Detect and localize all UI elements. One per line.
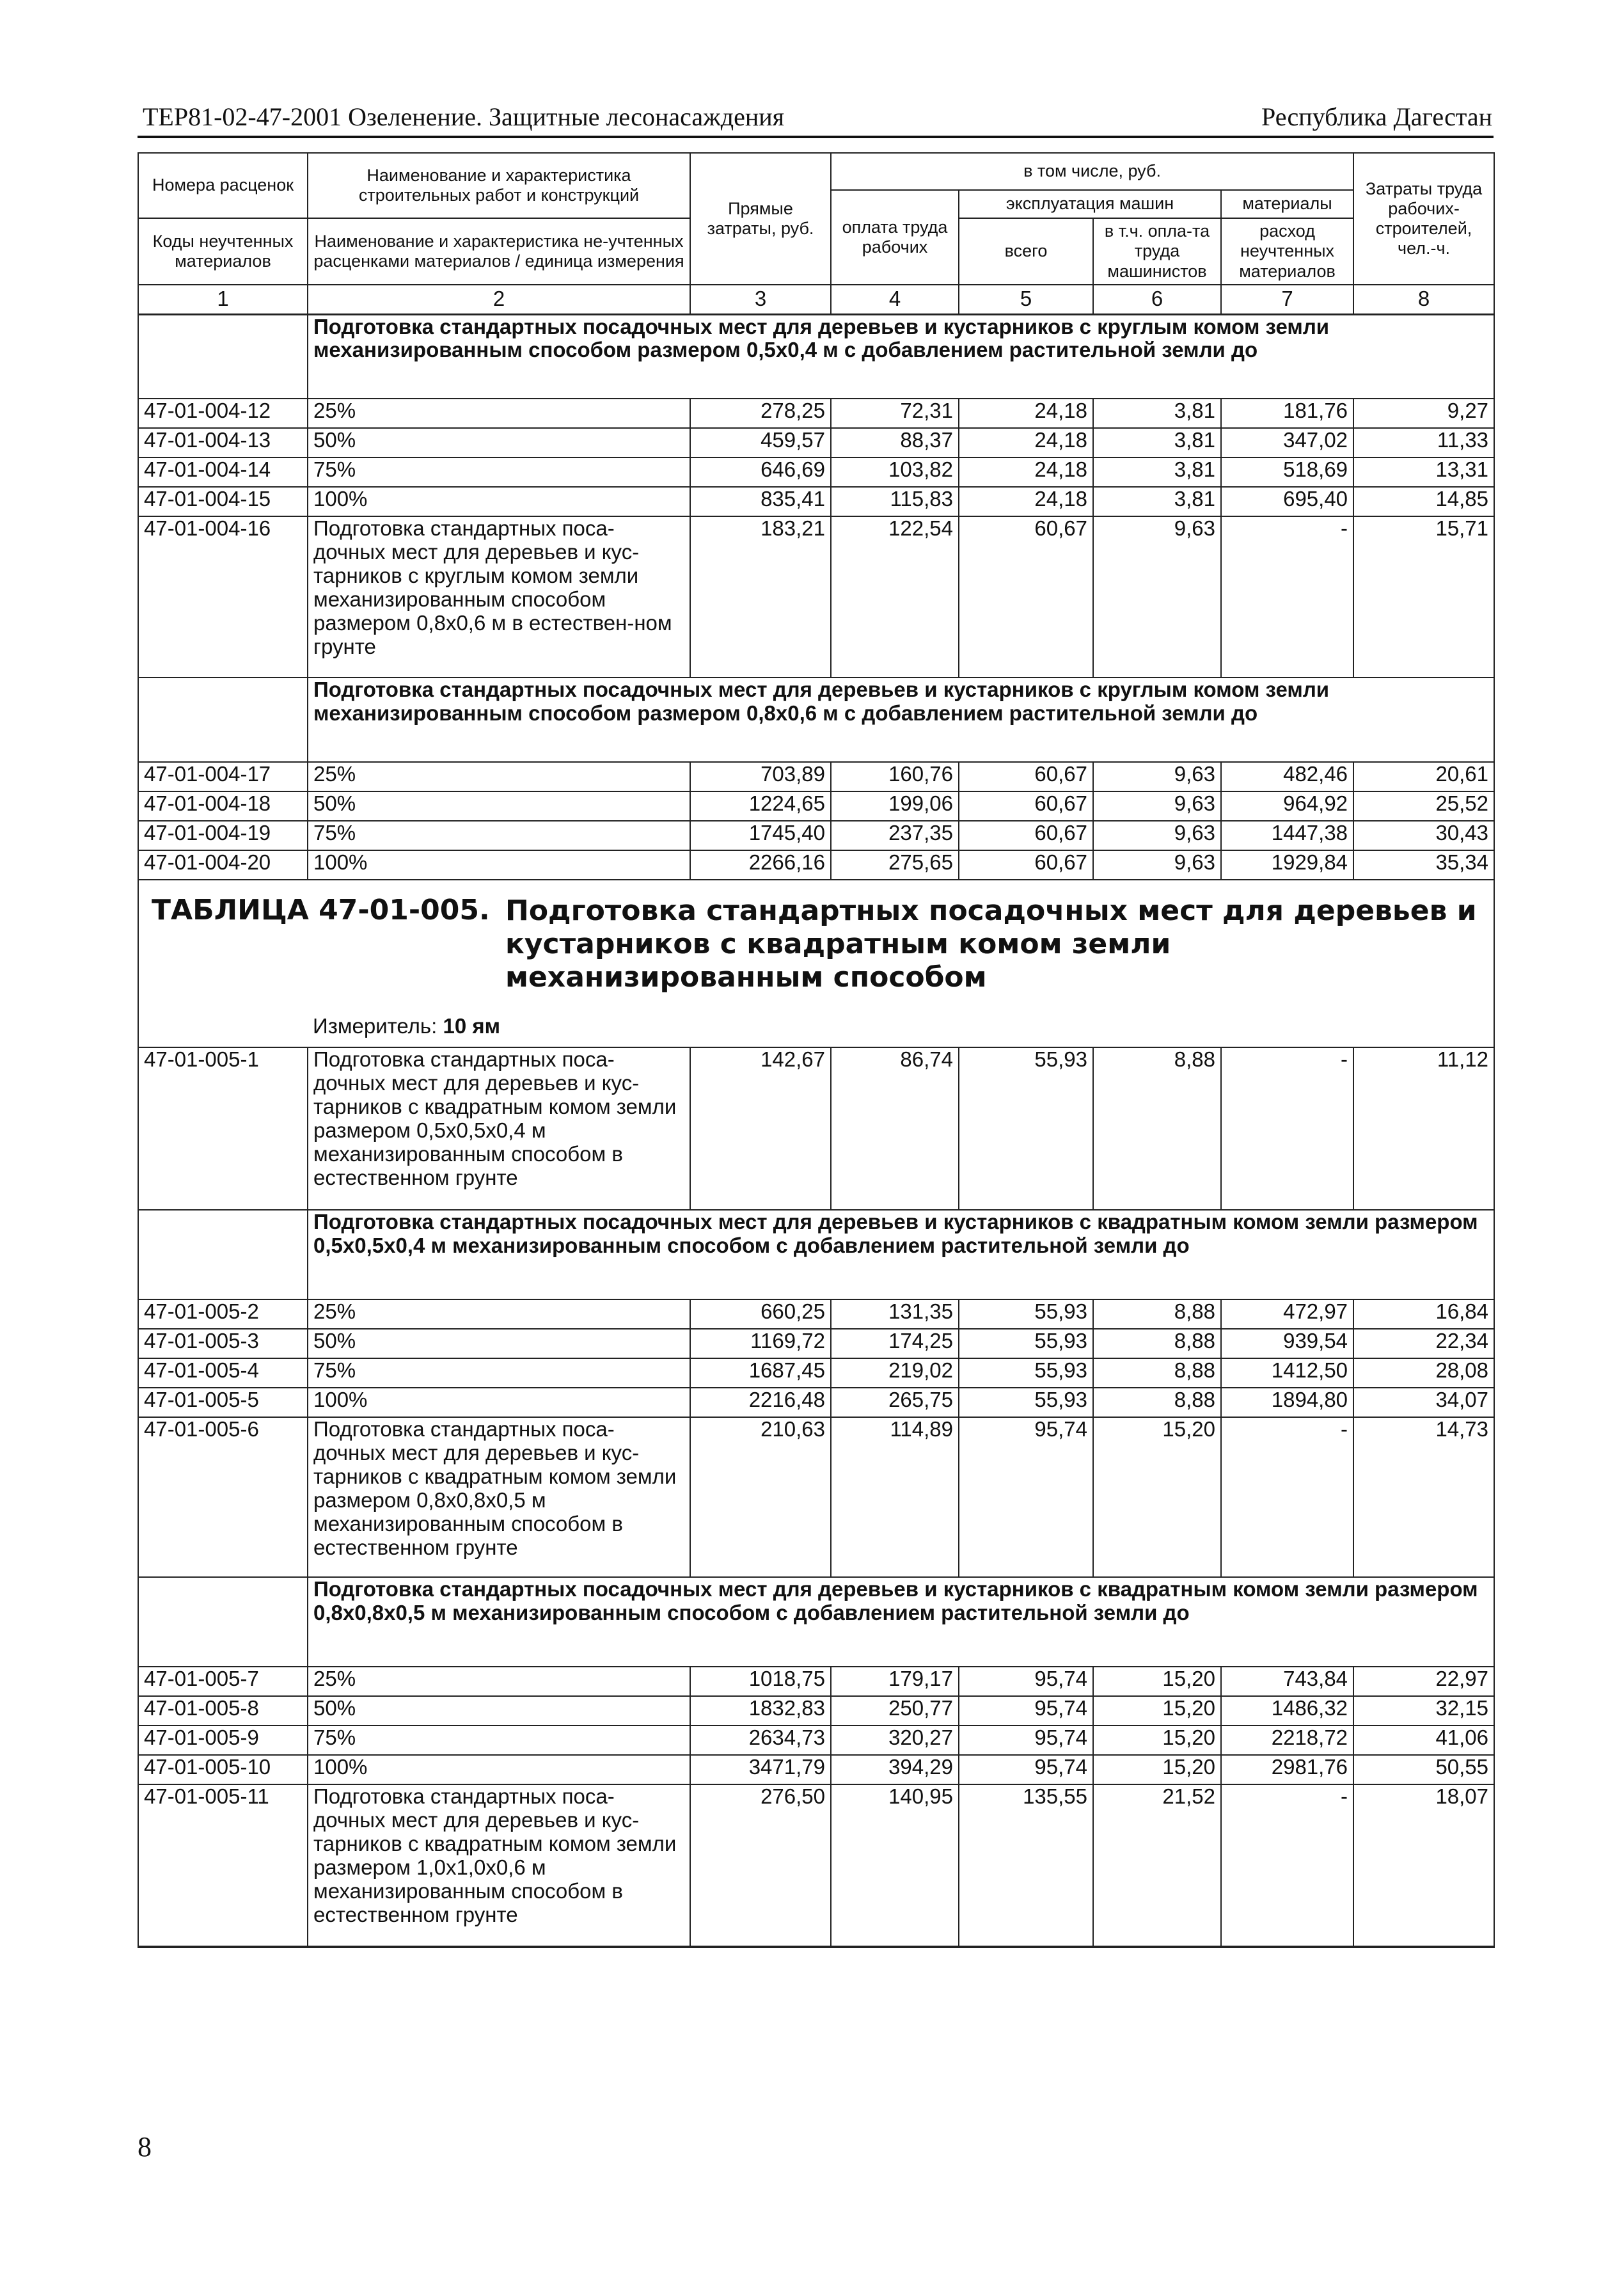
machines-total: 24,18 <box>959 487 1093 516</box>
materials-cost: 2981,76 <box>1221 1755 1353 1784</box>
page-number: 8 <box>138 2131 152 2163</box>
rates-table <box>138 152 1495 1948</box>
materials-cost: 1929,84 <box>1221 850 1353 880</box>
labor-hours: 35,34 <box>1353 850 1494 880</box>
table-row <box>138 516 1494 678</box>
labor-hours: 11,12 <box>1353 1047 1494 1210</box>
machinist-wages: 9,63 <box>1093 516 1221 678</box>
worker-wages: 72,31 <box>831 399 959 428</box>
work-description: 100% <box>308 487 690 516</box>
worker-wages: 86,74 <box>831 1047 959 1210</box>
machines-total: 24,18 <box>959 428 1093 457</box>
work-description: 50% <box>308 1329 690 1358</box>
worker-wages: 115,83 <box>831 487 959 516</box>
direct-costs: 183,21 <box>690 516 831 678</box>
labor-hours: 18,07 <box>1353 1784 1494 1947</box>
rate-code: 47-01-005-11 <box>138 1784 308 1947</box>
direct-costs: 660,25 <box>690 1299 831 1329</box>
direct-costs: 459,57 <box>690 428 831 457</box>
direct-costs: 1832,83 <box>690 1696 831 1726</box>
col-head-material-codes: Коды неучтенных материалов <box>138 218 308 285</box>
work-description: 75% <box>308 457 690 487</box>
labor-hours: 32,15 <box>1353 1696 1494 1726</box>
machinist-wages: 3,81 <box>1093 428 1221 457</box>
worker-wages: 275,65 <box>831 850 959 880</box>
direct-costs: 1169,72 <box>690 1329 831 1358</box>
machines-total: 60,67 <box>959 516 1093 678</box>
worker-wages: 265,75 <box>831 1388 959 1417</box>
col-head-wages: оплата труда рабочих <box>831 190 959 285</box>
rate-code: 47-01-005-9 <box>138 1726 308 1755</box>
direct-costs: 646,69 <box>690 457 831 487</box>
rate-code: 47-01-004-16 <box>138 516 308 678</box>
machinist-wages: 8,88 <box>1093 1388 1221 1417</box>
document-title: ТЕР81-02-47-2001 Озеленение. Защитные лесонасаждения <box>143 102 785 131</box>
direct-costs: 3471,79 <box>690 1755 831 1784</box>
table-row <box>138 1388 1494 1417</box>
col-head-materials: материалы <box>1221 190 1353 218</box>
worker-wages: 394,29 <box>831 1755 959 1784</box>
table-row <box>138 428 1494 457</box>
materials-cost: 2218,72 <box>1221 1726 1353 1755</box>
direct-costs: 1745,40 <box>690 821 831 850</box>
table-row <box>138 1417 1494 1577</box>
rate-code: 47-01-004-12 <box>138 399 308 428</box>
labor-hours: 34,07 <box>1353 1388 1494 1417</box>
section-heading: Подготовка стандартных посадочных мест для деревьев и кустарников с квадратным комом земли размером 0,8х0,8х0,5 м механизированным способом с добавлением растительной земли до <box>308 1577 1494 1667</box>
machinist-wages: 15,20 <box>1093 1726 1221 1755</box>
section-heading: Подготовка стандартных посадочных мест для деревьев и кустарников с квадратным комом земли размером 0,5х0,5х0,4 м механизированным способом с добавлением растительной земли до <box>308 1210 1494 1299</box>
table-row <box>138 1329 1494 1358</box>
machinist-wages: 3,81 <box>1093 399 1221 428</box>
work-description: 50% <box>308 1696 690 1726</box>
work-description: 100% <box>308 850 690 880</box>
col-head-including: в том числе, руб. <box>831 153 1353 190</box>
col-index: 8 <box>1353 285 1494 314</box>
worker-wages: 179,17 <box>831 1667 959 1696</box>
labor-hours: 14,73 <box>1353 1417 1494 1577</box>
machinist-wages: 15,20 <box>1093 1417 1221 1577</box>
rate-code: 47-01-005-2 <box>138 1299 308 1329</box>
machinist-wages: 9,63 <box>1093 821 1221 850</box>
machines-total: 60,67 <box>959 762 1093 791</box>
table-row <box>138 1696 1494 1726</box>
rate-code: 47-01-005-5 <box>138 1388 308 1417</box>
work-description: 100% <box>308 1388 690 1417</box>
materials-cost: 518,69 <box>1221 457 1353 487</box>
rate-code: 47-01-005-1 <box>138 1047 308 1210</box>
worker-wages: 199,06 <box>831 791 959 821</box>
labor-hours: 22,97 <box>1353 1667 1494 1696</box>
work-description: 100% <box>308 1755 690 1784</box>
worker-wages: 174,25 <box>831 1329 959 1358</box>
section-heading: Подготовка стандартных посадочных мест для деревьев и кустарников с круглым комом земли механизированным способом размером 0,8х0,6 м с добавлением растительной земли до <box>308 678 1494 762</box>
work-description: 75% <box>308 821 690 850</box>
machinist-wages: 15,20 <box>1093 1696 1221 1726</box>
table-row <box>138 821 1494 850</box>
table-row <box>138 1047 1494 1210</box>
col-head-machines-total: всего <box>959 218 1093 285</box>
col-head-machines: эксплуатация машин <box>959 190 1221 218</box>
labor-hours: 13,31 <box>1353 457 1494 487</box>
machinist-wages: 8,88 <box>1093 1358 1221 1388</box>
worker-wages: 237,35 <box>831 821 959 850</box>
section-heading: Подготовка стандартных посадочных мест для деревьев и кустарников с круглым комом земли механизированным способом размером 0,5х0,4 м с добавлением растительной земли до <box>308 314 1494 399</box>
work-description: 25% <box>308 1667 690 1696</box>
worker-wages: 114,89 <box>831 1417 959 1577</box>
table-row <box>138 1358 1494 1388</box>
col-index: 2 <box>308 285 690 314</box>
materials-cost: - <box>1221 516 1353 678</box>
machines-total: 24,18 <box>959 457 1093 487</box>
machines-total: 95,74 <box>959 1726 1093 1755</box>
work-description: 50% <box>308 428 690 457</box>
machines-total: 60,67 <box>959 791 1093 821</box>
col-index: 4 <box>831 285 959 314</box>
work-description: Подготовка стандартных поса-дочных мест для деревьев и кус-тарников с квадратным комом земли размером 0,5х0,5х0,4 м механизированным способом в естественном грунте <box>308 1047 690 1210</box>
machinist-wages: 9,63 <box>1093 791 1221 821</box>
work-description: 50% <box>308 791 690 821</box>
rate-code: 47-01-004-18 <box>138 791 308 821</box>
work-description: Подготовка стандартных поса-дочных мест для деревьев и кус-тарников с квадратным комом земли размером 1,0х1,0х0,6 м механизированным способом в естественном грунте <box>308 1784 690 1947</box>
table-row <box>138 1784 1494 1947</box>
direct-costs: 210,63 <box>690 1417 831 1577</box>
worker-wages: 219,02 <box>831 1358 959 1388</box>
machinist-wages: 8,88 <box>1093 1047 1221 1210</box>
table-row <box>138 487 1494 516</box>
machinist-wages: 8,88 <box>1093 1299 1221 1329</box>
materials-cost: 743,84 <box>1221 1667 1353 1696</box>
materials-cost: 482,46 <box>1221 762 1353 791</box>
materials-cost: - <box>1221 1417 1353 1577</box>
unit-of-measure: Измеритель: 10 ям <box>313 1014 501 1038</box>
materials-cost: 1412,50 <box>1221 1358 1353 1388</box>
rate-code: 47-01-005-4 <box>138 1358 308 1388</box>
table-number: ТАБЛИЦА 47-01-005. <box>152 894 490 926</box>
table-row <box>138 791 1494 821</box>
direct-costs: 278,25 <box>690 399 831 428</box>
machines-total: 95,74 <box>959 1696 1093 1726</box>
machinist-wages: 9,63 <box>1093 850 1221 880</box>
materials-cost: 181,76 <box>1221 399 1353 428</box>
labor-hours: 16,84 <box>1353 1299 1494 1329</box>
direct-costs: 2266,16 <box>690 850 831 880</box>
direct-costs: 1018,75 <box>690 1667 831 1696</box>
rate-code: 47-01-005-6 <box>138 1417 308 1577</box>
machinist-wages: 21,52 <box>1093 1784 1221 1947</box>
page-header <box>138 96 1494 138</box>
labor-hours: 20,61 <box>1353 762 1494 791</box>
column-index-row <box>138 285 1494 314</box>
table-row <box>138 399 1494 428</box>
col-index: 3 <box>690 285 831 314</box>
col-head-rate-numbers: Номера расценок <box>138 153 308 218</box>
table-row <box>138 1755 1494 1784</box>
machines-total: 60,67 <box>959 821 1093 850</box>
machines-total: 55,93 <box>959 1358 1093 1388</box>
machinist-wages: 8,88 <box>1093 1329 1221 1358</box>
worker-wages: 131,35 <box>831 1299 959 1329</box>
table-row <box>138 850 1494 880</box>
machines-total: 55,93 <box>959 1329 1093 1358</box>
work-description: Подготовка стандартных поса-дочных мест для деревьев и кус-тарников с квадратным комом земли размером 0,8х0,8х0,5 м механизированным способом в естественном грунте <box>308 1417 690 1577</box>
machines-total: 95,74 <box>959 1667 1093 1696</box>
worker-wages: 103,82 <box>831 457 959 487</box>
materials-cost: 347,02 <box>1221 428 1353 457</box>
worker-wages: 140,95 <box>831 1784 959 1947</box>
table-title: Подготовка стандартных посадочных мест для деревьев и кустарников с квадратным комом земли механизированным способом <box>505 894 1477 994</box>
col-head-labor-costs: Затраты труда рабочих-строителей, чел.-ч. <box>1353 153 1494 285</box>
rate-code: 47-01-005-3 <box>138 1329 308 1358</box>
work-description: Подготовка стандартных поса-дочных мест для деревьев и кус-тарников с круглым комом земли механизированным способом размером 0,8х0,6 м в естествен-ном грунте <box>308 516 690 678</box>
col-head-material-name: Наименование и характеристика не-учтенных расценками материалов / единица измерения <box>308 218 690 285</box>
work-description: 75% <box>308 1358 690 1388</box>
col-head-direct-costs: Прямые затраты, руб. <box>690 153 831 285</box>
col-index: 1 <box>138 285 308 314</box>
materials-cost: - <box>1221 1784 1353 1947</box>
worker-wages: 122,54 <box>831 516 959 678</box>
table-row <box>138 1299 1494 1329</box>
direct-costs: 2216,48 <box>690 1388 831 1417</box>
materials-cost: 695,40 <box>1221 487 1353 516</box>
rate-code: 47-01-005-10 <box>138 1755 308 1784</box>
direct-costs: 835,41 <box>690 487 831 516</box>
work-description: 25% <box>308 399 690 428</box>
direct-costs: 2634,73 <box>690 1726 831 1755</box>
unit-value: 10 ям <box>443 1014 501 1038</box>
machines-total: 95,74 <box>959 1755 1093 1784</box>
rate-code: 47-01-005-8 <box>138 1696 308 1726</box>
rate-code: 47-01-004-13 <box>138 428 308 457</box>
rate-code: 47-01-004-20 <box>138 850 308 880</box>
rate-code: 47-01-005-7 <box>138 1667 308 1696</box>
table-title-block <box>138 880 1494 1047</box>
col-index: 5 <box>959 285 1093 314</box>
labor-hours: 9,27 <box>1353 399 1494 428</box>
materials-cost: - <box>1221 1047 1353 1210</box>
table-row <box>138 1726 1494 1755</box>
machines-total: 55,93 <box>959 1299 1093 1329</box>
worker-wages: 250,77 <box>831 1696 959 1726</box>
col-head-material-consumption: расход неучтенных материалов <box>1221 218 1353 285</box>
machines-total: 60,67 <box>959 850 1093 880</box>
materials-cost: 1894,80 <box>1221 1388 1353 1417</box>
worker-wages: 160,76 <box>831 762 959 791</box>
labor-hours: 15,71 <box>1353 516 1494 678</box>
direct-costs: 276,50 <box>690 1784 831 1947</box>
table-row <box>138 762 1494 791</box>
col-index: 7 <box>1221 285 1353 314</box>
rate-code: 47-01-004-14 <box>138 457 308 487</box>
labor-hours: 50,55 <box>1353 1755 1494 1784</box>
machines-total: 55,93 <box>959 1047 1093 1210</box>
labor-hours: 14,85 <box>1353 487 1494 516</box>
materials-cost: 472,97 <box>1221 1299 1353 1329</box>
col-index: 6 <box>1093 285 1221 314</box>
machinist-wages: 3,81 <box>1093 487 1221 516</box>
materials-cost: 1447,38 <box>1221 821 1353 850</box>
rate-code: 47-01-004-15 <box>138 487 308 516</box>
labor-hours: 25,52 <box>1353 791 1494 821</box>
labor-hours: 22,34 <box>1353 1329 1494 1358</box>
machines-total: 135,55 <box>959 1784 1093 1947</box>
labor-hours: 11,33 <box>1353 428 1494 457</box>
worker-wages: 320,27 <box>831 1726 959 1755</box>
machines-total: 24,18 <box>959 399 1093 428</box>
work-description: 25% <box>308 762 690 791</box>
machines-total: 55,93 <box>959 1388 1093 1417</box>
direct-costs: 1687,45 <box>690 1358 831 1388</box>
machines-total: 95,74 <box>959 1417 1093 1577</box>
work-description: 25% <box>308 1299 690 1329</box>
labor-hours: 28,08 <box>1353 1358 1494 1388</box>
table-row <box>138 1667 1494 1696</box>
machinist-wages: 3,81 <box>1093 457 1221 487</box>
rate-code: 47-01-004-17 <box>138 762 308 791</box>
worker-wages: 88,37 <box>831 428 959 457</box>
materials-cost: 939,54 <box>1221 1329 1353 1358</box>
labor-hours: 30,43 <box>1353 821 1494 850</box>
machinist-wages: 15,20 <box>1093 1667 1221 1696</box>
machinist-wages: 9,63 <box>1093 762 1221 791</box>
direct-costs: 142,67 <box>690 1047 831 1210</box>
direct-costs: 1224,65 <box>690 791 831 821</box>
work-description: 75% <box>308 1726 690 1755</box>
materials-cost: 1486,32 <box>1221 1696 1353 1726</box>
rate-code: 47-01-004-19 <box>138 821 308 850</box>
table-row <box>138 457 1494 487</box>
col-head-work-name: Наименование и характеристика строительных работ и конструкций <box>308 153 690 218</box>
machinist-wages: 15,20 <box>1093 1755 1221 1784</box>
labor-hours: 41,06 <box>1353 1726 1494 1755</box>
direct-costs: 703,89 <box>690 762 831 791</box>
col-head-machinist-wages: в т.ч. опла-та труда машинистов <box>1093 218 1221 285</box>
region-name: Республика Дагестан <box>1261 102 1492 131</box>
materials-cost: 964,92 <box>1221 791 1353 821</box>
